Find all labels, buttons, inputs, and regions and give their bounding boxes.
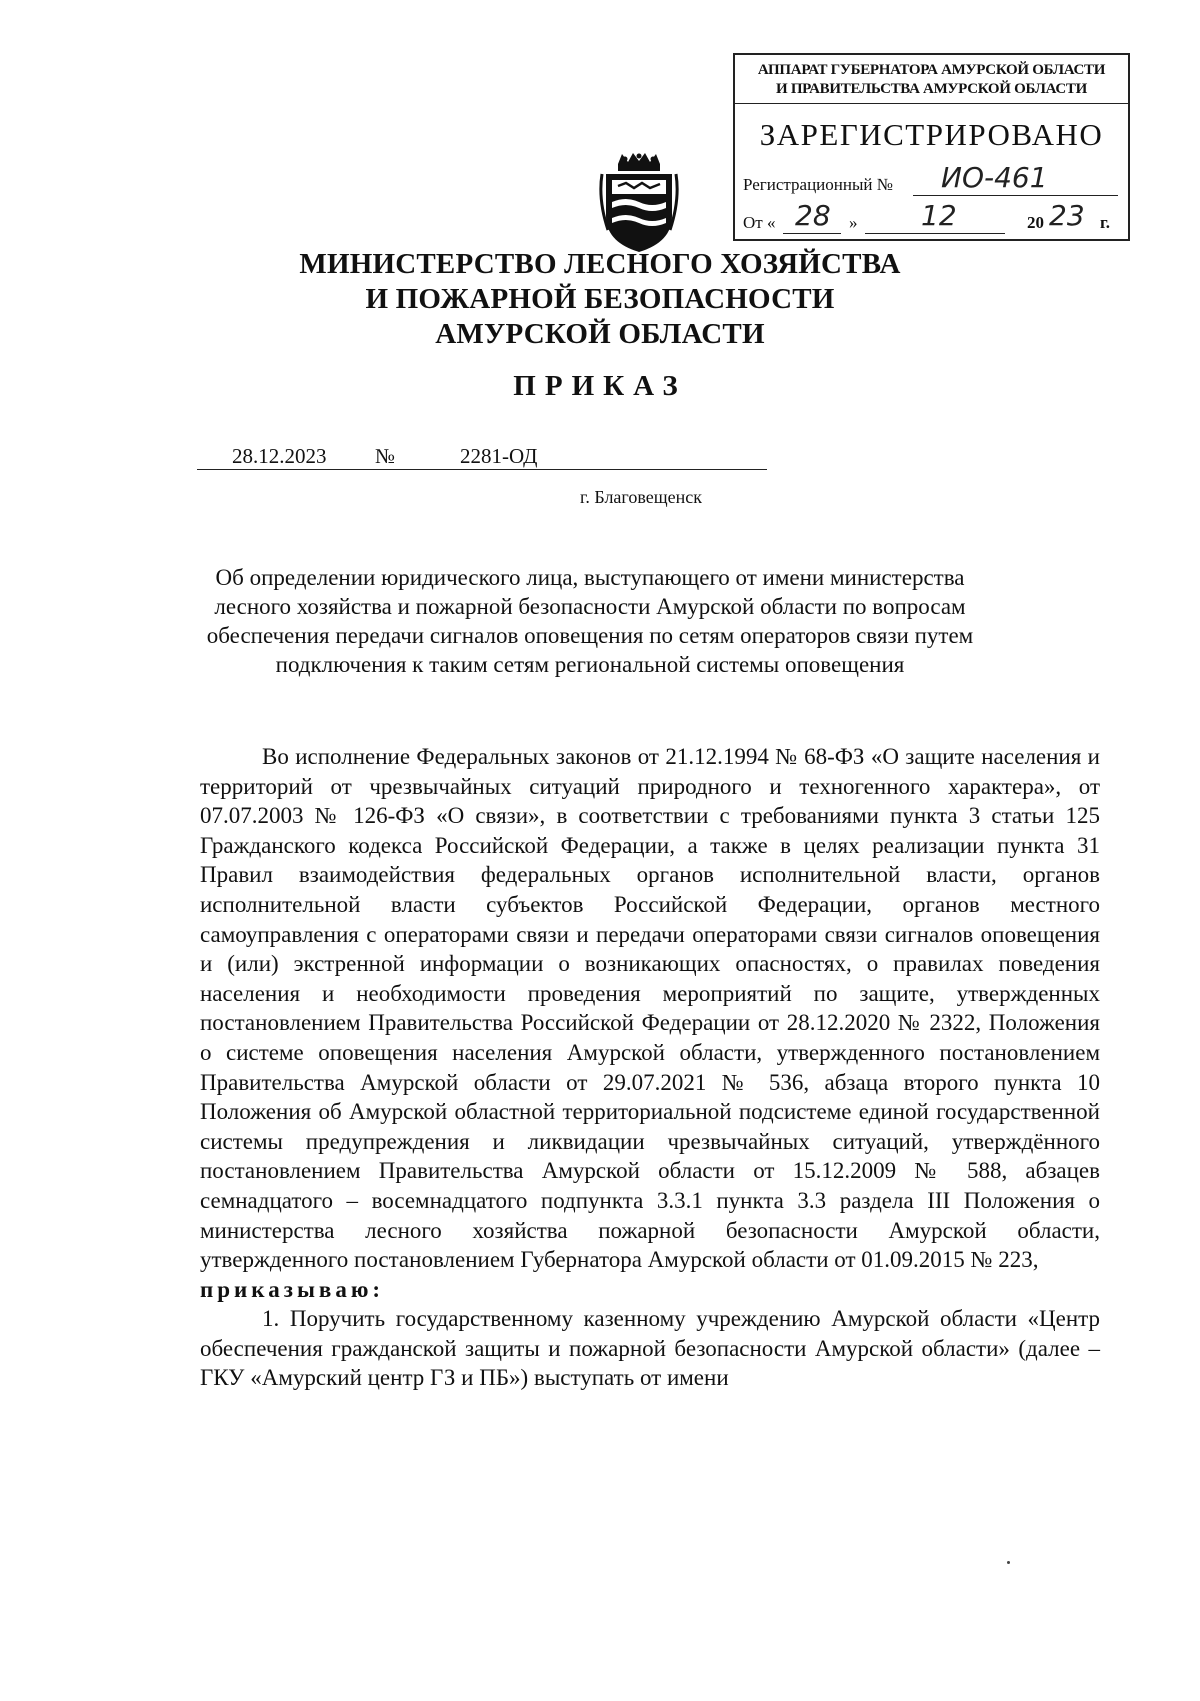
stamp-organization [741, 61, 1122, 99]
order-number-label: № [375, 444, 396, 468]
subject-line-4: подключения к таким сетям региональной системы оповещения [275, 652, 905, 677]
stamp-year-handwritten: 23 [1049, 199, 1085, 232]
order-number: 2281-ОД [460, 444, 538, 468]
stamp-year-prefix: 20 [1027, 213, 1044, 232]
ministry-name [0, 247, 1200, 352]
stamp-org-line-2: И ПРАВИТЕЛЬСТВА АМУРСКОЙ ОБЛАСТИ [776, 81, 1087, 97]
stamp-year-end: г. [1100, 213, 1111, 232]
subject-line-1: Об определении юридического лица, выступающего от имени министерства [215, 565, 965, 590]
ministry-line-3: АМУРСКОЙ ОБЛАСТИ [435, 318, 765, 350]
stamp-day-underline [783, 233, 841, 234]
order-body [200, 742, 1100, 1393]
ministry-line-2: И ПОЖАРНОЙ БЕЗОПАСНОСТИ [365, 283, 835, 315]
registration-stamp [733, 53, 1130, 241]
city: г. Благовещенск [580, 487, 702, 507]
preamble-paragraph: Во исполнение Федеральных законов от 21.12.1994 № 68-ФЗ «О защите населения и территорий от чрезвычайных ситуаций природного и техногенного характера», от 07.07.2003 № 126-ФЗ «О связи», в соответствии с требованиями пункта 3 статьи 125 Гражданского кодекса Российской Федерации, а также в целях реализации пункта 31 Правил взаимодействия федеральных органов исполнительной власти, органов исполнительной власти субъектов Российской Федерации, органов местного самоуправления с операторами связи и передачи операторами связи сигналов оповещения и (или) экстренной информации о возникающих опасностях, о правилах поведения населения и необходимости проведения мероприятий по защите, утвержденных постановлением Правительства Российской Федерации от 28.12.2020 № 2322, Положения о системе оповещения населения Амурской области, утвержденного постановлением Правительства Амурской области от 29.07.2021 № 536, абзаца второго пункта 10 Положения об Амурской областной территориальной подсистеме единой государственной системы предупреждения и ликвидации чрезвычайных ситуаций, утверждённого постановлением Правительства Амурской области от 15.12.2009 № 588, абзацев семнадцатого – восемнадцатого подпункта 3.3.1 пункта 3.3 раздела III Положения о министерства лесного хозяйства пожарной безопасности Амурской области, утвержденного постановлением Губернатора Амурской области от 01.09.2015 № 223, [200, 744, 1100, 1273]
stamp-month-handwritten: 12 [921, 199, 957, 232]
stamp-org-line-1: АППАРАТ ГУБЕРНАТОРА АМУРСКОЙ ОБЛАСТИ [757, 62, 1106, 78]
item-1-paragraph: 1. Поручить государственному казенному учреждению Амурской области «Центр обеспечения гражданской защиты и пожарной безопасности Амурской области» (далее – ГКУ «Амурский центр ГЗ и ПБ») выступать от имени [200, 1306, 1100, 1391]
stamp-registered-label: ЗАРЕГИСТРИРОВАНО [759, 117, 1104, 152]
order-date: 28.12.2023 [232, 444, 327, 468]
order-subject [0, 563, 1190, 679]
stamp-quote-close: » [849, 213, 858, 232]
stamp-month-underline [865, 233, 1005, 234]
stamp-reg-number-label: Регистрационный № [743, 175, 893, 194]
stamp-reg-number-row [743, 161, 1120, 195]
scan-speck [1007, 1561, 1010, 1564]
amur-coat-of-arms-icon [598, 150, 680, 255]
stamp-date-row [743, 199, 1120, 233]
ministry-line-1: МИНИСТЕРСТВО ЛЕСНОГО ХОЗЯЙСТВА [299, 248, 901, 280]
stamp-day-handwritten: 28 [795, 199, 831, 232]
order-word: приказываю: [200, 1276, 385, 1302]
subject-line-3: обеспечения передачи сигналов оповещения по сетям операторов связи путем [206, 623, 974, 648]
subject-line-2: лесного хозяйства и пожарной безопасности Амурской области по вопросам [214, 594, 966, 619]
date-number-underline [197, 469, 767, 470]
stamp-reg-number-underline [913, 195, 1118, 196]
stamp-from-label: От « [743, 213, 776, 232]
stamp-divider [735, 103, 1128, 104]
stamp-reg-number-handwritten: ИО-461 [941, 161, 1048, 194]
document-type: ПРИКАЗ [513, 370, 687, 402]
